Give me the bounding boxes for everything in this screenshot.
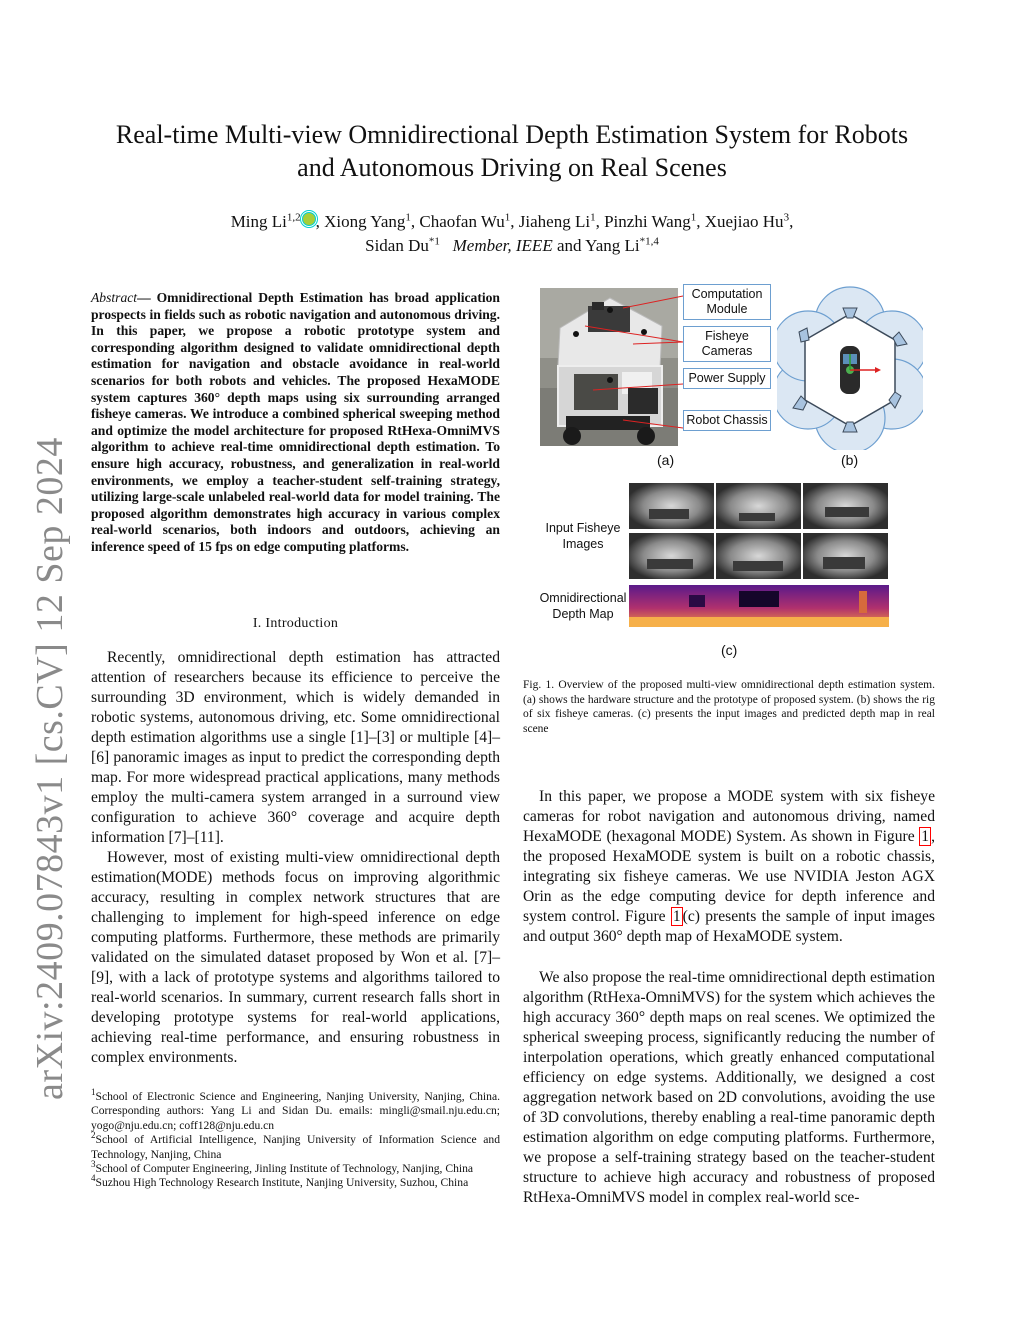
callout-fisheye-cameras: Fisheye Cameras bbox=[683, 326, 771, 362]
author-name: Xuejiao Hu bbox=[704, 212, 784, 231]
author-name: Jiaheng Li bbox=[518, 212, 591, 231]
omnidirectional-depth-map bbox=[629, 585, 889, 627]
member-note: Member, IEEE bbox=[452, 236, 553, 255]
author-name: Ming Li bbox=[230, 212, 287, 231]
footnotes bbox=[91, 1087, 500, 1191]
figure-1 bbox=[523, 280, 943, 670]
figure-ref-link[interactable]: 1 bbox=[672, 908, 681, 925]
intro-paragraph-2 bbox=[91, 848, 500, 1068]
input-fisheye-images bbox=[629, 483, 889, 583]
author-name: Sidan Du bbox=[365, 236, 429, 255]
author-affiliation: 1,2 bbox=[286, 211, 301, 224]
title-line-1: Real-time Multi-view Omnidirectional Depth Estimation System for Robots bbox=[115, 120, 909, 149]
intro-paragraph-1 bbox=[91, 648, 500, 848]
author-affiliation: 1 bbox=[504, 211, 511, 224]
author-name: Yang Li bbox=[585, 236, 640, 255]
footnote: $^4$Suzhou High Technology Research Institute, Nanjing University, Suzhou, China bbox=[91, 1173, 469, 1190]
orcid-icon[interactable] bbox=[302, 212, 316, 226]
author-name: Pinzhi Wang bbox=[604, 212, 691, 231]
footnote: $^1$School of Electronic Science and Engineering, Nanjing University, Nanjing, China. Corresponding authors: Yang Li and Sidan Du. emails: mingli@smail.nju.edu.cn; yogo@nju.edu.cn; coff128@nju.edu.cn bbox=[91, 1087, 500, 1132]
author-affiliation: 1 bbox=[690, 211, 697, 224]
panel-label-b: (b) bbox=[841, 452, 859, 468]
footnote: $^2$School of Artificial Intelligence, Nanjing University of Information Science and Technology, Nanjing, China bbox=[91, 1130, 500, 1161]
fisheye-row-1 bbox=[629, 483, 888, 529]
author-affiliation: 3 bbox=[783, 211, 790, 224]
author-affiliation: *1 bbox=[428, 235, 440, 248]
and-word: and bbox=[556, 236, 582, 255]
arxiv-stamp: arXiv:2409.07843v1 [cs.CV] 12 Sep 2024 bbox=[29, 437, 71, 1100]
author-affiliation: 1 bbox=[405, 211, 411, 224]
callout-computation-module: Computation Module bbox=[683, 284, 771, 320]
author-name: Chaofan Wu bbox=[419, 212, 505, 231]
right-paragraph-1: In this paper, we propose a MODE system with six fisheye cameras for robot navigation and autonomous driving, named HexaMODE (hexagonal MODE) System. As shown in Figure 1 , the proposed HexaMODE system is built on a robotic chassis, integrating six fisheye cameras. We use NVIDIA Jeston AGX Orin as the edge computing device for depth inference and system control. Figure 1 (c) presents the sample of input images and output 360° depth map of HexaMODE system. bbox=[523, 788, 936, 945]
paragraph-text: We also propose the real-time omnidirectional depth estimation algorithm (RtHexa-OmniMVS) for the system which achieves the high accuracy 360° depth maps on real scenes. We optimized the spherical sweeping process, significantly reducing the number of interpolation operations, which greatly enhanced computational efficiency on edge systems. Additionally, we designed a cost aggregation network based on 2D convolutions, avoiding the use of 3D convolutions, thereby enabling a real-time panoramic depth estimation algorithm on edge computing platforms. Furthermore, we propose a self-training strategy based on the teacher-student structure to achieve high accuracy and robustness of proposed RtHexa-OmniMVS model in complex real-world sce- bbox=[523, 969, 935, 1206]
input-fisheye-label: Input Fisheye Images bbox=[545, 521, 621, 551]
author-affiliation: *1,4 bbox=[639, 235, 659, 248]
figure-ref-link[interactable]: 1 bbox=[921, 828, 930, 845]
callout-power-supply: Power Supply bbox=[683, 368, 771, 389]
figure-caption: Fig. 1. Overview of the proposed multi-view omnidirectional depth estimation system. (a) shows the hardware structure and the prototype of proposed system. (b) shows the rig of six fisheye cameras. (c) presents the input images and predicted depth map in real scene bbox=[523, 679, 935, 735]
paragraph-text: However, most of existing multi-view omnidirectional depth estimation(MODE) methods focus on improving algorithmic accuracy, resulting in complex network structures that are challenging to implement for high-speed inference on edge computing platforms. Furthermore, these methods are primarily validated on the simulated dataset proposed by Won et al. [7]–[9], with a lack of prototype systems and algorithms tailored to real-world scenarios. In summary, current research falls short in developing prototype systems for real-world applications, achieving real-time performance, and ensuring robustness in complex environments. bbox=[91, 849, 500, 1066]
footnote: $^3$School of Computer Engineering, Jinling Institute of Technology, Nanjing, China bbox=[91, 1159, 474, 1176]
abstract-text: — Omnidirectional Depth Estimation has broad application prospects in fields such as robotic navigation and autonomous driving. In this paper, we propose a robotic prototype system and corresponding algorithm designed to validate omnidirectional depth estimation for navigation and obstacle avoidance in real-world scenarios for both robots and vehicles. The proposed HexaMODE system captures 360° depth maps using six surrounding arranged fisheye cameras. We introduce a combined spherical sweeping method and optimize the model architecture for proposed RtHexa-OmniMVS algorithm to achieve real-time omnidirectional depth estimation. To ensure high accuracy, robustness, and generalization in real-world environments, we employ a teacher-student self-training strategy, utilizing large-scale unlabeled real-world data for model training. The proposed algorithm demonstrates high accuracy in various complex real-world scenarios, both indoors and outdoors, achieving an inference speed of 15 fps on edge computing platforms. bbox=[91, 290, 500, 554]
depth-map-label: Omnidirectional Depth Map bbox=[539, 591, 627, 621]
author-list: Ming Li$^{1,2}$ , Xiong Yang$^1$, Chaofan Wu$^1$, Jiaheng Li$^1$, Pinzhi Wang$^1$, Xuejiao Hu$^3$, Sidan Du$^{*1}$ Member, IEEE and Yang Li$^{*1,4}$ bbox=[230, 211, 794, 255]
section-heading: I. Introduction bbox=[252, 616, 339, 631]
paragraph-text: Recently, omnidirectional depth estimation has attracted attention of researchers because its efficience to perceive the surrounding 3D environment, which is widely demanded in robotic systems, autonomous driving, etc. Some omnidirectional depth estimation algorithms use a single [1]–[3] or multiple [4]–[6] panoramic images as input to predict the corresponding depth map. For more widespread practical applications, many methods employ the multi-camera system arranged in a surround view configuration to achieve 360° coverage and acquire depth information [7]–[11]. bbox=[91, 649, 500, 846]
panel-label-c: (c) bbox=[721, 642, 738, 658]
title-line-2: and Autonomous Driving on Real Scenes bbox=[297, 153, 727, 182]
abstract-lead: Abstract bbox=[91, 290, 138, 305]
paper-title bbox=[60, 118, 964, 184]
abstract bbox=[91, 290, 500, 556]
callout-lines bbox=[523, 280, 693, 450]
fisheye-rig-diagram bbox=[777, 284, 923, 450]
callout-robot-chassis: Robot Chassis bbox=[683, 410, 771, 431]
author-name: Xiong Yang bbox=[324, 212, 406, 231]
author-affiliation: 1 bbox=[590, 211, 596, 224]
fisheye-row-2 bbox=[629, 533, 888, 579]
panel-label-a: (a) bbox=[657, 452, 675, 468]
right-paragraph-2 bbox=[523, 968, 935, 1208]
